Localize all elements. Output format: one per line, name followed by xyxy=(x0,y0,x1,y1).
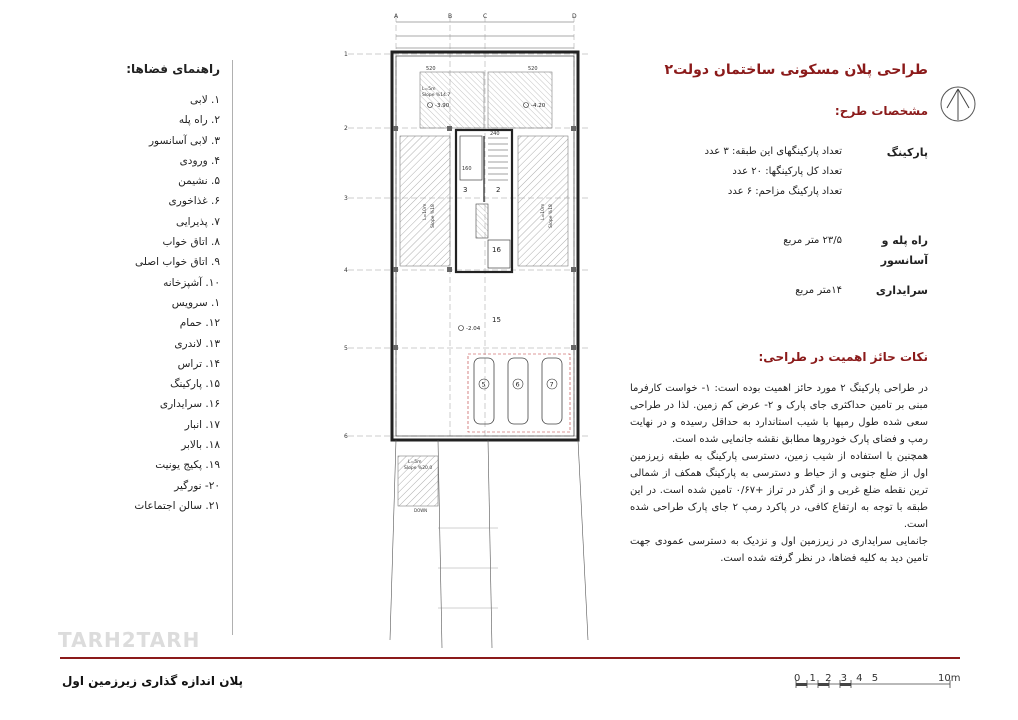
spec-stair-label: آسانسور xyxy=(880,254,928,267)
scale-end-label: 10m xyxy=(938,673,961,684)
north-arrow-icon xyxy=(938,84,978,124)
down-label: DOWN xyxy=(414,508,428,513)
legend-item: ۴. ورودی xyxy=(179,154,220,167)
notes-paragraph: در طراحی پارکینگ ۲ مورد حائز اهمیت بوده است: ۱- خواست کارفرما مبنی بر تامین حداکثری جای پارک و ۲- عرض کم زمین. لذا در طراحی سعی شده طول رمپها با شیب استاندارد به حداقل رسیده و در نهایت رمپ و فضای پارک خودروها مطابق نقشه جانمایی شده است. xyxy=(630,383,928,445)
legend-item: ۱۹. پکیج یونیت xyxy=(155,459,220,472)
axis-label: D xyxy=(572,13,577,20)
legend-item: ۱۳. لاندری xyxy=(174,337,220,350)
legend-item: ۱۵. پارکینگ xyxy=(170,378,220,391)
spec-stair-label: راه پله و xyxy=(881,234,928,247)
level-marker: -4.20 xyxy=(531,103,546,109)
ramp-label: L=10m xyxy=(423,203,428,220)
spec-stair-value: ۲۳/۵ متر مربع xyxy=(783,235,842,246)
level-marker: -3.90 xyxy=(435,103,450,109)
specs-title: مشخصات طرح: xyxy=(834,104,928,118)
axis-label: B xyxy=(448,13,453,20)
legend-item: ۸. اتاق خواب xyxy=(162,236,220,249)
legend-item: ۱۲. حمام xyxy=(179,317,220,330)
axis-label: 2 xyxy=(344,125,348,132)
notes-body xyxy=(630,380,928,567)
dimension-label: 240 xyxy=(490,131,500,137)
room-number: 3 xyxy=(463,186,468,194)
room-number: 15 xyxy=(492,316,501,324)
parking-number: 7 xyxy=(549,380,554,389)
ramp-label: L=5m xyxy=(422,87,436,92)
page-title: طراحی پلان مسکونی ساختمان دولت۲ xyxy=(664,62,928,78)
axis-label: 6 xyxy=(344,433,348,440)
notes-paragraph: همچنین با استفاده از شیب زمین، دسترسی پارکینگ به طبقه زیرزمین اول از ضلع جنوبی و از حیاط و دسترسی به پارکینگ همکف از شمالی ترین نقطه ضلع غربی و از گذر در تراز +۰/۶۷ تامین شده است. در این طبقه با توجه به ارتفاع کافی، در پاکرد رمپ ۲ جای پارک طراحی شده است. xyxy=(630,451,928,530)
spec-parking-line: تعداد کل پارکینگها: ۲۰ عدد xyxy=(732,166,842,177)
legend-item: ۹. اتاق خواب اصلی xyxy=(135,256,220,269)
spec-parking-line: تعداد پارکینگ مزاحم: ۶ عدد xyxy=(727,186,842,197)
legend-item: ۱. سرویس xyxy=(171,296,220,309)
room-number: 16 xyxy=(492,246,501,254)
legend-divider xyxy=(232,60,233,635)
legend-item: ۱۴. تراس xyxy=(177,357,220,370)
dimension-label: 160 xyxy=(462,166,472,172)
parking-number: 6 xyxy=(515,380,520,389)
legend-list xyxy=(108,90,220,516)
dimension-label: 520 xyxy=(528,66,538,72)
legend xyxy=(108,62,220,516)
legend-item: ۳. لابی آسانسور xyxy=(148,134,220,147)
axis-label: 3 xyxy=(344,195,348,202)
axis-label: C xyxy=(483,13,488,20)
scale-numbers: 0 1 2 3 4 5 xyxy=(794,673,882,684)
axis-label: 4 xyxy=(344,267,348,274)
legend-item: ۱۰. آشپزخانه xyxy=(163,276,220,289)
parking-number: 5 xyxy=(481,380,486,389)
axis-label: A xyxy=(394,13,399,20)
legend-item: ۱۷. انبار xyxy=(184,418,220,431)
axis-label: 1 xyxy=(344,51,348,58)
legend-item: ۱۸. بالابر xyxy=(181,439,220,452)
legend-item: ۱۶. سرایداری xyxy=(159,398,220,411)
ramp-label: Slope %14.7 xyxy=(422,93,451,98)
legend-item: ۶. غذاخوری xyxy=(168,195,220,208)
legend-item: ۷. پذیرایی xyxy=(175,215,220,228)
floor-plan xyxy=(338,8,600,656)
ramp-label: Slope %18 xyxy=(431,204,436,228)
brand-watermark: TARH2TARH xyxy=(58,628,201,652)
ramp-label: L=10m xyxy=(541,203,546,220)
spec-caretaker-label: سرایداری xyxy=(875,284,928,297)
ramp-label: L=5m xyxy=(408,460,422,465)
legend-item: ۱. لابی xyxy=(190,94,220,106)
dimension-label: 520 xyxy=(426,66,436,72)
legend-item: ۵. نشیمن xyxy=(178,175,220,188)
spec-parking-label: پارکینگ xyxy=(886,146,928,159)
legend-title: راهنمای فضاها: xyxy=(126,62,220,76)
room-number: 2 xyxy=(496,186,501,194)
ramp-label: Slope %20.0 xyxy=(404,466,433,471)
spec-parking-line: تعداد پارکینگهای این طبقه: ۳ عدد xyxy=(704,146,842,157)
footer-rule xyxy=(60,657,960,659)
spec-caretaker-value: ۱۴متر مربع xyxy=(795,285,842,296)
legend-item: ۲۰- نورگیر xyxy=(174,479,220,492)
legend-item: ۲. راه پله xyxy=(178,114,220,127)
notes-title: نکات حائز اهمیت در طراحی: xyxy=(758,350,928,364)
axis-label: 5 xyxy=(344,345,348,352)
notes-paragraph: جانمایی سرایداری در زیرزمین اول و نزدیک به دسترسی عمودی جهت تامین دید به کلیه فضاها، در نظر گرفته شده است. xyxy=(630,536,928,564)
level-marker: -2.04 xyxy=(466,326,481,332)
ramp-label: Slope %18 xyxy=(549,204,554,228)
footer-caption: پلان اندازه گذاری زیرزمین اول xyxy=(62,674,244,688)
legend-item: ۲۱. سالن اجتماعات xyxy=(134,499,220,512)
